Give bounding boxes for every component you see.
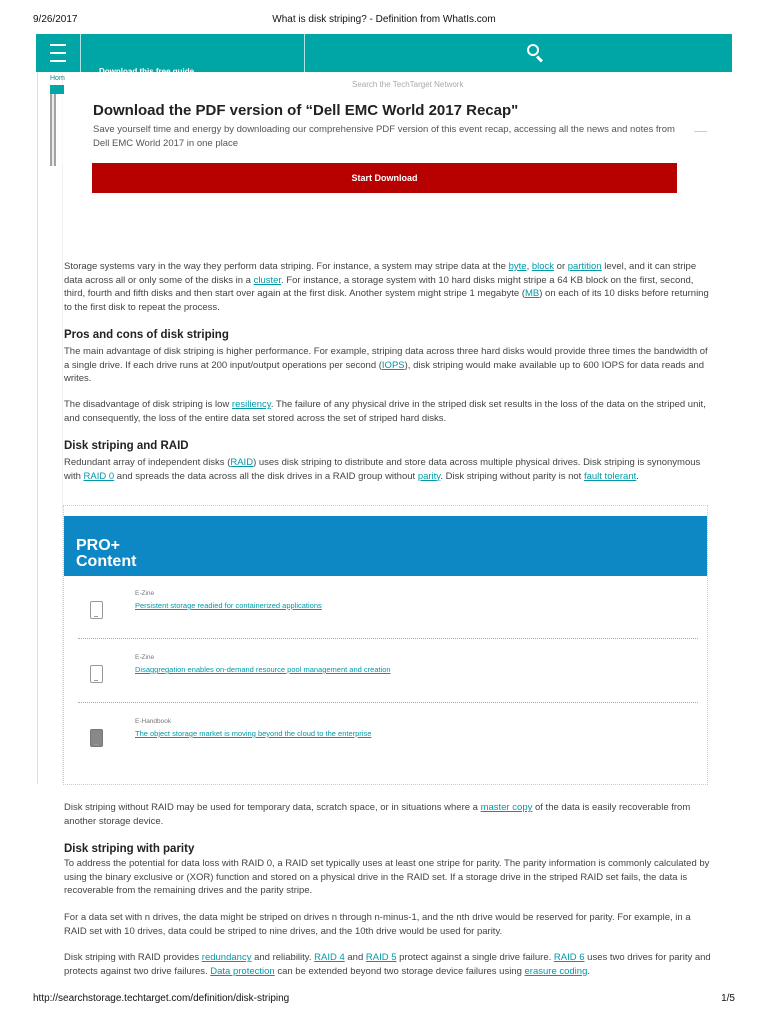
left-rail [37, 72, 63, 784]
print-page-number: 1/5 [721, 993, 735, 1004]
link-mb[interactable]: MB [524, 288, 540, 299]
heading-striping-parity: Disk striping with parity [64, 843, 195, 855]
pro-subheading: Content [76, 553, 137, 570]
link-iops[interactable]: IOPS [381, 359, 405, 371]
print-footer [0, 993, 768, 1009]
link-raid[interactable]: RAID [230, 457, 254, 468]
search-button[interactable] [518, 34, 554, 72]
link-erasure-coding[interactable]: erasure coding [524, 965, 588, 977]
menu-button[interactable] [36, 34, 80, 72]
pro-content-header [64, 516, 707, 576]
pro-item-title[interactable]: Persistent storage readied for containerized applications [135, 601, 322, 610]
tablet-icon [90, 601, 103, 619]
link-fault-tolerant[interactable]: fault tolerant [583, 470, 637, 482]
article-paragraph: The main advantage of disk striping is higher performance. For example, striping data across three hard disks would provide three times the bandwidth of a single drive. If each drive runs at 200 input/output operations per second (IOPS), disk striping would make available up to 600 IOPS for data reads and writes. [64, 346, 708, 384]
link-raid-0[interactable]: RAID 0 [83, 470, 115, 482]
link-parity[interactable]: parity [417, 470, 441, 482]
search-icon [527, 44, 545, 62]
promo-divider [694, 131, 707, 132]
link-resiliency[interactable]: resiliency [231, 399, 271, 410]
print-header [0, 14, 768, 30]
pro-item[interactable] [78, 652, 698, 702]
promo-description: Save yourself time and energy by downloading our comprehensive PDF version of this event recap, accessing all the news and notes from Dell EMC World 2017 in one place [93, 124, 675, 149]
link-raid-6[interactable]: RAID 6 [553, 952, 585, 963]
rail-decoration [50, 94, 64, 166]
promo-title: Download the PDF version of “Dell EMC World 2017 Recap" [93, 102, 519, 119]
print-url: http://searchstorage.techtarget.com/definition/disk-striping [33, 993, 290, 1004]
pro-divider [78, 702, 698, 703]
article-paragraph: The disadvantage of disk striping is low resiliency. The failure of any physical drive in the striped disk set results in the loss of the data on the striped unit, and consequently, the loss of the entire data set stored across the set of striped hard disks. [64, 399, 706, 424]
link-partition[interactable]: partition [567, 261, 602, 272]
link-raid-4[interactable]: RAID 4 [314, 952, 345, 963]
pro-item-title[interactable]: The object storage market is moving beyond the cloud to the enterprise [135, 729, 372, 738]
link-master-copy[interactable]: master copy [480, 802, 533, 813]
link-cluster[interactable]: cluster [253, 274, 282, 286]
pro-item-title[interactable]: Disaggregation enables on-demand resource pool management and creation [135, 665, 391, 674]
link-redundancy[interactable]: redundancy [201, 952, 252, 963]
print-date: 9/26/2017 [33, 14, 78, 25]
breadcrumb[interactable]: Hom [50, 75, 65, 82]
hamburger-icon [50, 41, 66, 65]
article-paragraph: Redundant array of independent disks (RAID) uses disk striping to distribute and store data across multiple physical drives. Disk striping is synonymous with RAID 0 and spreads the data across all the disk drives in a RAID group without parity. Disk striping without parity is not fault tolerant. [64, 457, 701, 482]
rail-accent [50, 85, 64, 94]
link-byte[interactable]: byte [508, 261, 527, 272]
pro-item[interactable] [78, 588, 698, 638]
article-paragraph: Disk striping without RAID may be used for temporary data, scratch space, or in situations where a master copy of the data is easily recoverable from another storage device. [64, 802, 691, 827]
pdf-promo [80, 90, 708, 208]
heading-disk-striping-raid: Disk striping and RAID [64, 440, 189, 452]
pro-item-kind: E-Handbook [135, 718, 172, 725]
article-paragraph: Disk striping with RAID provides redundancy and reliability. RAID 4 and RAID 5 protect against a single drive failure. RAID 6 uses two drives for parity and protects against two drive failures. Data protection can be extended beyond two storage device failures using erasure coding. [64, 952, 711, 977]
link-raid-5[interactable]: RAID 5 [365, 952, 397, 963]
nav-separator [304, 34, 305, 72]
search-input[interactable]: Search the TechTarget Network [352, 80, 464, 89]
article-paragraph: To address the potential for data loss with RAID 0, a RAID set typically uses at least one stripe for parity. The parity information is commonly calculated by using the binary exclusive or (XOR) function and stored on a physical drive in the RAID set. If a storage drive in the striped RAID set fails, the data is recoverable from the remaining drives and the parity stripe. [64, 858, 710, 896]
pro-divider [78, 638, 698, 639]
start-download-button[interactable]: Start Download [92, 163, 677, 193]
pro-item-kind: E-Zine [135, 654, 155, 661]
link-data-protection[interactable]: Data protection [210, 965, 275, 977]
pro-content-box [63, 505, 708, 785]
pro-item[interactable] [78, 716, 698, 766]
book-icon [90, 729, 103, 747]
article-paragraph: For a data set with n drives, the data might be striped on drives n through n-minus-1, and the nth drive would be reserved for parity. For example, in a RAID set with 10 drives, data could be striped to nine drives, and the 10th drive would be used for parity. [64, 912, 691, 937]
tablet-icon [90, 665, 103, 683]
heading-pros-cons: Pros and cons of disk striping [64, 329, 229, 341]
link-block[interactable]: block [531, 261, 555, 272]
pro-heading: PRO+ [76, 537, 121, 554]
nav-separator [80, 34, 81, 72]
article-paragraph: Storage systems vary in the way they perform data striping. For instance, a system may stripe data at the byte, block or partition level, and it can stripe data across all or only some of the disks in a cluster. For instance, a storage system with 10 hard disks might stripe a 64 KB block on the first, second, third, fourth and fifth disks and then start over again at the first disk. Another system might stripe 1 megabyte (MB) on each of its 10 disks before returning to the first disk to repeat the process. [64, 261, 709, 313]
pro-item-kind: E-Zine [135, 590, 155, 597]
download-guide-label[interactable]: Download this free guide [99, 67, 195, 76]
print-title: What is disk striping? - Definition from WhatIs.com [272, 14, 496, 25]
